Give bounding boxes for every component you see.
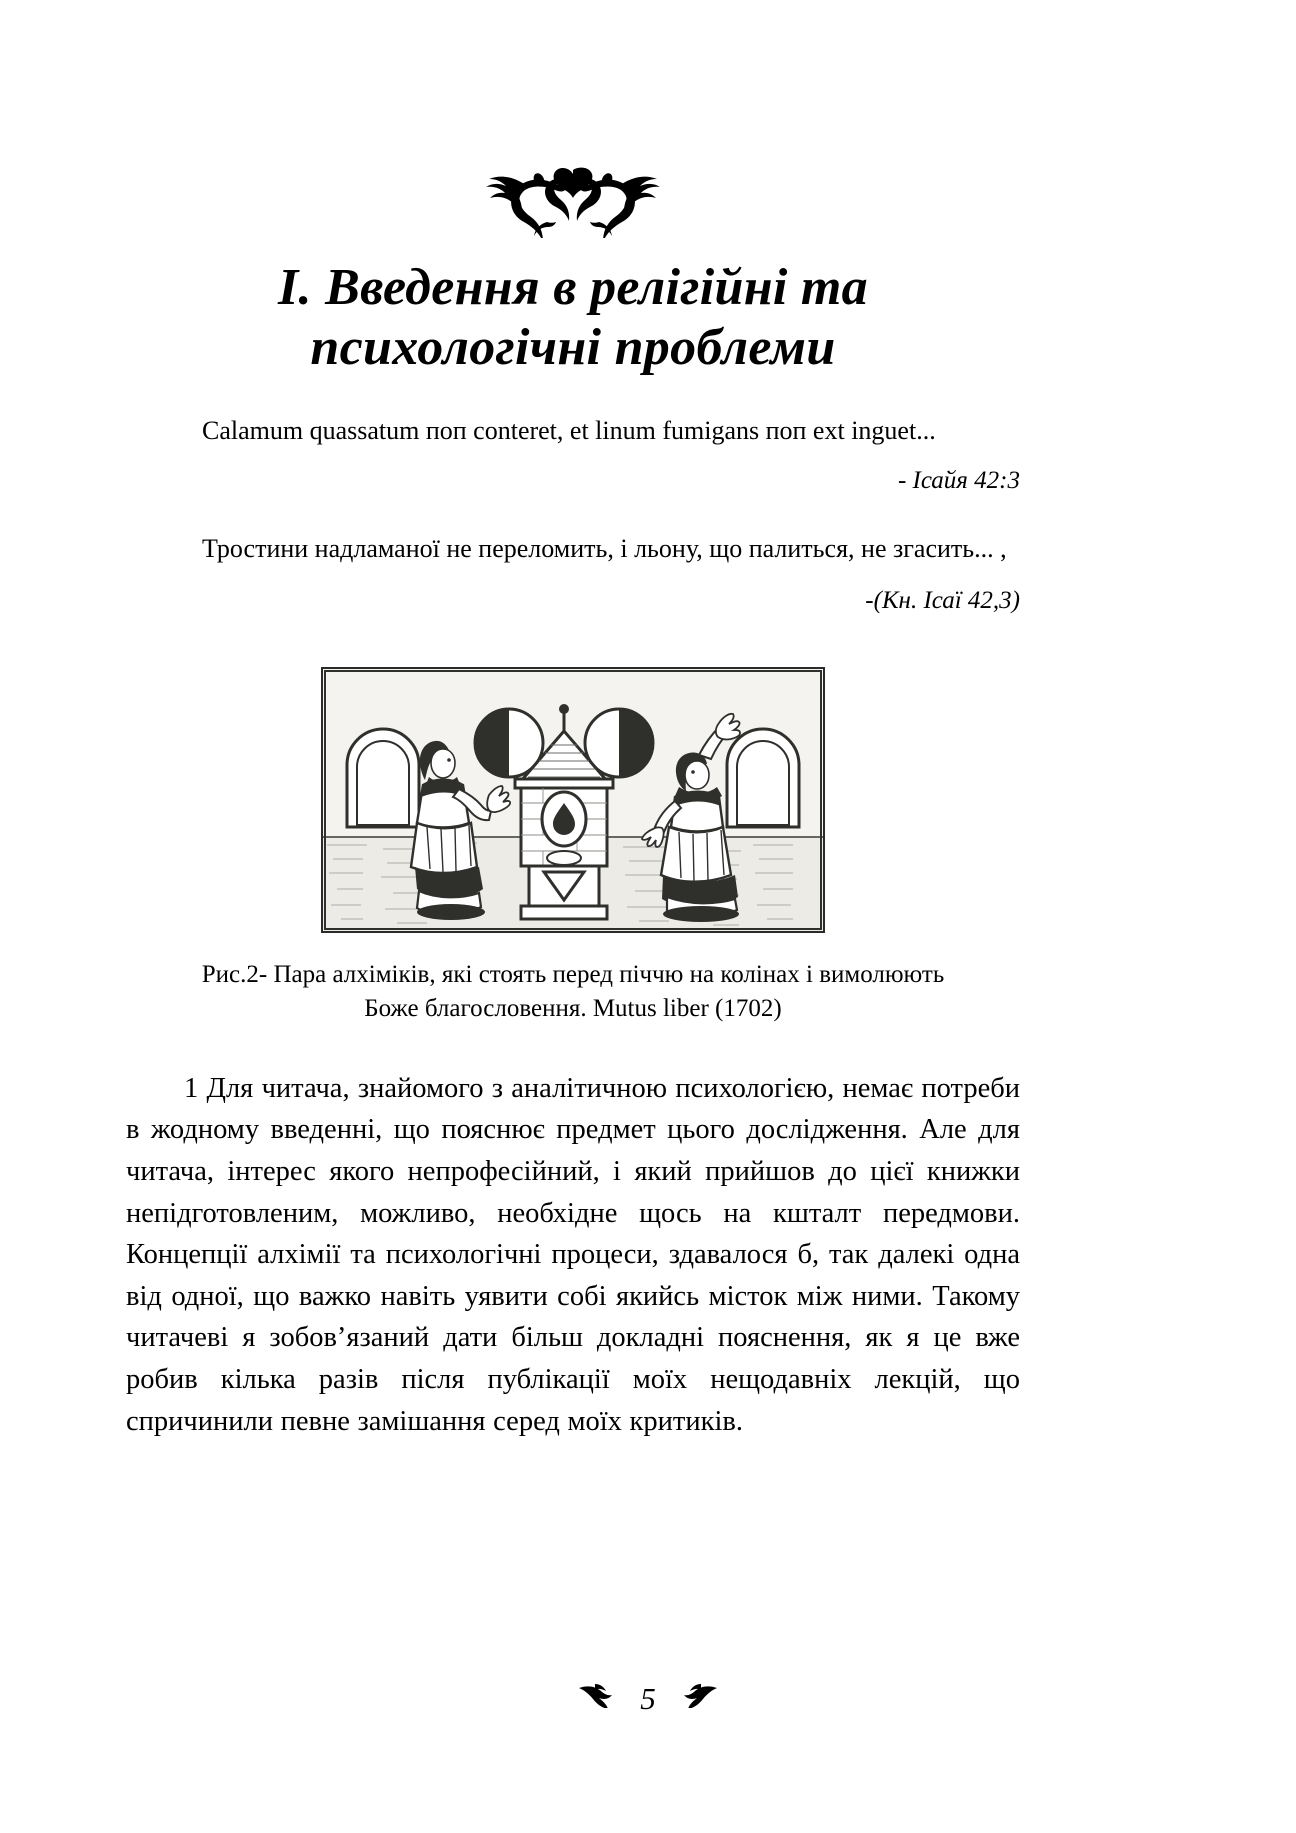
chapter-title-line-2: психологічні проблеми	[310, 319, 836, 377]
epigraph-latin-attribution: - Ісайя 42:3	[897, 467, 1020, 495]
page-footer	[0, 1680, 1296, 1717]
leaf-ornament-left-icon	[577, 1682, 621, 1716]
page-title	[126, 258, 1020, 379]
figure-caption-line-1: Рис.2- Пара алхіміків, які стоять перед піччю на колінах і вимолюють	[201, 961, 945, 989]
figure-caption-line-2: Боже благословення. Mutus liber (1702)	[364, 994, 782, 1022]
figure-frame	[321, 667, 825, 933]
figure-caption	[126, 958, 1020, 1026]
figure-block	[126, 667, 1020, 1026]
page-content	[126, 0, 1020, 1833]
epigraph-latin-text: Calamum quassatum поп conteret, et linum fumigans поп ext inguet...	[202, 416, 936, 446]
chapter-title-line-1: I. Введення в релігійні та	[278, 259, 868, 316]
floral-ornament	[126, 160, 1020, 240]
epigraph-ukrainian-attribution: -(Кн. Ісаї 42,3)	[865, 587, 1020, 615]
epigraph-ukrainian-text: Тростини надламаної не переломить, і льону, що палиться, не згасить... ,	[202, 534, 1007, 564]
page-number: 5	[640, 1681, 656, 1717]
alchemists-praying-before-furnace-image	[323, 669, 823, 931]
epigraph-block	[126, 413, 1020, 615]
leaf-ornament-right-icon	[675, 1682, 719, 1716]
body-paragraph-1: 1 Для читача, знайомого з аналітичною психологією, немає потреби в жодному введенні, що пояснює предмет цього дослідження. Але для читача, інтерес якого непрофесійний, і який прийшов до цієї книжки непідготовленим, можливо, необхідне щось на кшталт передмови. Концепції алхімії та психологічні процеси, здавалося б, так далекі одна від одної, що важко навіть уявити собі якийсь місток між ними. Такому читачеві я зобов’язаний дати більш докладні пояснення, як я це вже робив кілька разів після публікації моїх нещодавніх лекцій, що спричинили певне замішання серед моїх критиків.	[126, 1072, 1020, 1437]
